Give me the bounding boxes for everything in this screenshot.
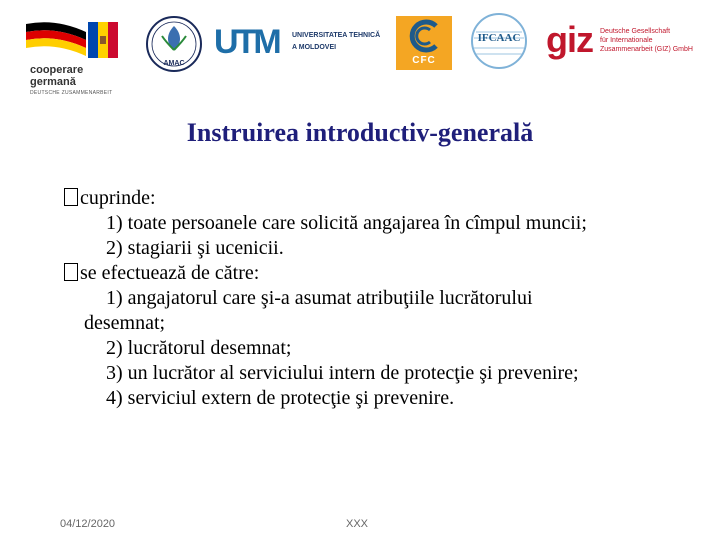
cooperare-germana-logo bbox=[26, 18, 122, 98]
giz-line2: für Internationale bbox=[600, 37, 653, 44]
giz-mark: giz bbox=[546, 19, 593, 60]
bullet-box-icon bbox=[64, 188, 78, 206]
utm-university-text: UNIVERSITATEA TEHNICĂ bbox=[292, 32, 381, 39]
sub-item: 1) toate persoanele care solicită angajarea în cîmpul muncii; bbox=[106, 212, 587, 234]
sub-item: 3) un lucrător al serviciului intern de protecţie şi prevenire; bbox=[106, 362, 579, 384]
giz-line1: Deutsche Gesellschaft bbox=[600, 28, 671, 35]
german-moldovan-flag-icon bbox=[26, 18, 122, 64]
bullet-box-icon bbox=[64, 263, 78, 281]
deutsche-zusammenarbeit-text: DEUTSCHE ZUSAMMENARBEIT bbox=[30, 90, 113, 96]
bullet-item bbox=[64, 186, 704, 211]
ifcaac-logo bbox=[470, 12, 528, 70]
amac-logo bbox=[144, 14, 204, 78]
cooperare-text: cooperare bbox=[30, 64, 84, 76]
sub-item: 4) serviciul extern de protecţie şi prevenire. bbox=[106, 387, 455, 409]
amac-text: AMAC bbox=[163, 60, 185, 67]
ifcaac-text: IFCAAC bbox=[477, 32, 521, 44]
sub-item-continuation: desemnat; bbox=[84, 312, 166, 334]
slide-content bbox=[64, 186, 704, 411]
logo-bar bbox=[0, 10, 720, 98]
utm-logo bbox=[214, 22, 386, 66]
giz-line3: Zusammenarbeit (GIZ) GmbH bbox=[600, 46, 693, 53]
utm-mark: UTM bbox=[214, 23, 279, 61]
sub-item: 1) angajatorul care şi-a asumat atribuţiile lucrătorului bbox=[106, 287, 533, 309]
cfc-text: CFC bbox=[412, 55, 436, 66]
bullet-text: cuprinde: bbox=[80, 187, 156, 209]
sub-item: 2) lucrătorul desemnat; bbox=[106, 337, 292, 359]
slide-title: Instruirea introductiv-generală bbox=[186, 118, 534, 147]
giz-logo bbox=[546, 20, 696, 64]
cfc-emblem-icon bbox=[396, 16, 452, 56]
footer-date: 04/12/2020 bbox=[60, 518, 116, 530]
bullet-item bbox=[64, 261, 704, 286]
utm-moldova-text: A MOLDOVEI bbox=[292, 44, 337, 51]
bullet-text: se efectuează de către: bbox=[80, 262, 260, 284]
germana-text: germană bbox=[30, 76, 76, 88]
sub-item: 2) stagiarii şi ucenicii. bbox=[106, 237, 284, 259]
cfc-logo bbox=[396, 16, 452, 70]
footer-center-text: XXX bbox=[346, 518, 369, 530]
